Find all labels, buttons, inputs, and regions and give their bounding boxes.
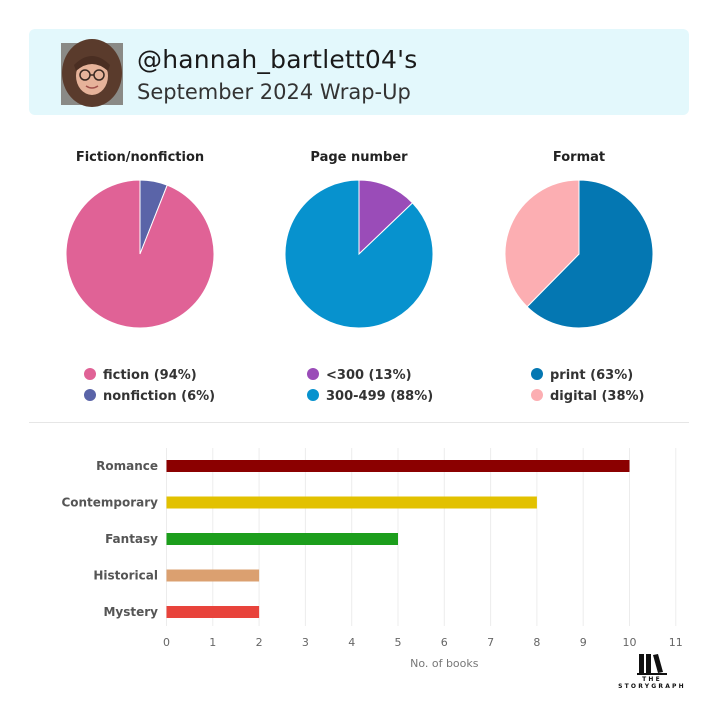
x-tick-label: 5 — [394, 636, 402, 649]
x-tick-label: 7 — [487, 636, 495, 649]
legend-label: digital (38%) — [550, 389, 645, 404]
avatar[interactable] — [61, 43, 123, 105]
x-tick-label: 9 — [579, 636, 587, 649]
x-tick-label: 4 — [348, 636, 356, 649]
pie-chart-format — [503, 178, 655, 330]
storygraph-logo[interactable] — [612, 652, 692, 690]
bar-category-label: Romance — [96, 459, 158, 473]
bar — [167, 460, 630, 472]
legend-dot — [531, 368, 543, 380]
pie-title-fiction: Fiction/nonfiction — [75, 150, 205, 165]
legend-label: 300-499 (88%) — [326, 389, 434, 404]
legend-item — [307, 368, 412, 383]
legend-label: <300 (13%) — [326, 368, 412, 383]
avatar-image — [61, 43, 123, 105]
pie-chart-fiction — [64, 178, 216, 330]
username: @hannah_bartlett04's — [137, 45, 418, 74]
x-axis-title: No. of books — [410, 657, 479, 670]
wrap-up-title: September 2024 Wrap-Up — [137, 80, 411, 104]
header-card — [29, 29, 689, 115]
legend-label: print (63%) — [550, 368, 634, 383]
x-tick-label: 0 — [163, 636, 170, 649]
storygraph-logo-icon — [637, 652, 667, 676]
legend-label: nonfiction (6%) — [103, 389, 216, 404]
pie-slice — [66, 180, 214, 328]
bar — [167, 533, 399, 545]
legend-item — [84, 368, 197, 383]
logo-text-storygraph: STORYGRAPH — [618, 683, 686, 690]
legend-item — [531, 368, 633, 383]
x-tick-label: 3 — [301, 636, 309, 649]
legend-item — [531, 389, 645, 404]
x-tick-label: 10 — [622, 636, 637, 649]
legend-item — [84, 389, 215, 404]
bar — [167, 606, 260, 618]
legend-dot — [84, 368, 96, 380]
pie-title-format: Format — [552, 150, 606, 165]
pie-chart-pages — [283, 178, 435, 330]
logo-text-the: THE — [642, 676, 662, 683]
legend-dot — [84, 389, 96, 401]
x-tick-label: 11 — [668, 636, 683, 649]
genre-bar-chart — [0, 440, 718, 670]
bar-category-label: Fantasy — [105, 532, 158, 546]
bar-category-label: Mystery — [103, 605, 158, 619]
legend-item — [307, 389, 433, 404]
bar — [167, 497, 537, 509]
legend-dot — [531, 389, 543, 401]
x-tick-label: 6 — [440, 636, 448, 649]
x-tick-label: 1 — [209, 636, 217, 649]
x-tick-label: 8 — [533, 636, 541, 649]
bar-category-label: Historical — [93, 568, 158, 583]
pie-title-pages: Page number — [310, 150, 408, 165]
legend-label: fiction (94%) — [103, 368, 197, 383]
legend-dot — [307, 368, 319, 380]
legend-dot — [307, 389, 319, 401]
bar-category-label: Contemporary — [61, 495, 158, 510]
bar — [167, 570, 260, 582]
x-tick-label: 2 — [255, 636, 263, 649]
section-divider — [29, 422, 689, 423]
